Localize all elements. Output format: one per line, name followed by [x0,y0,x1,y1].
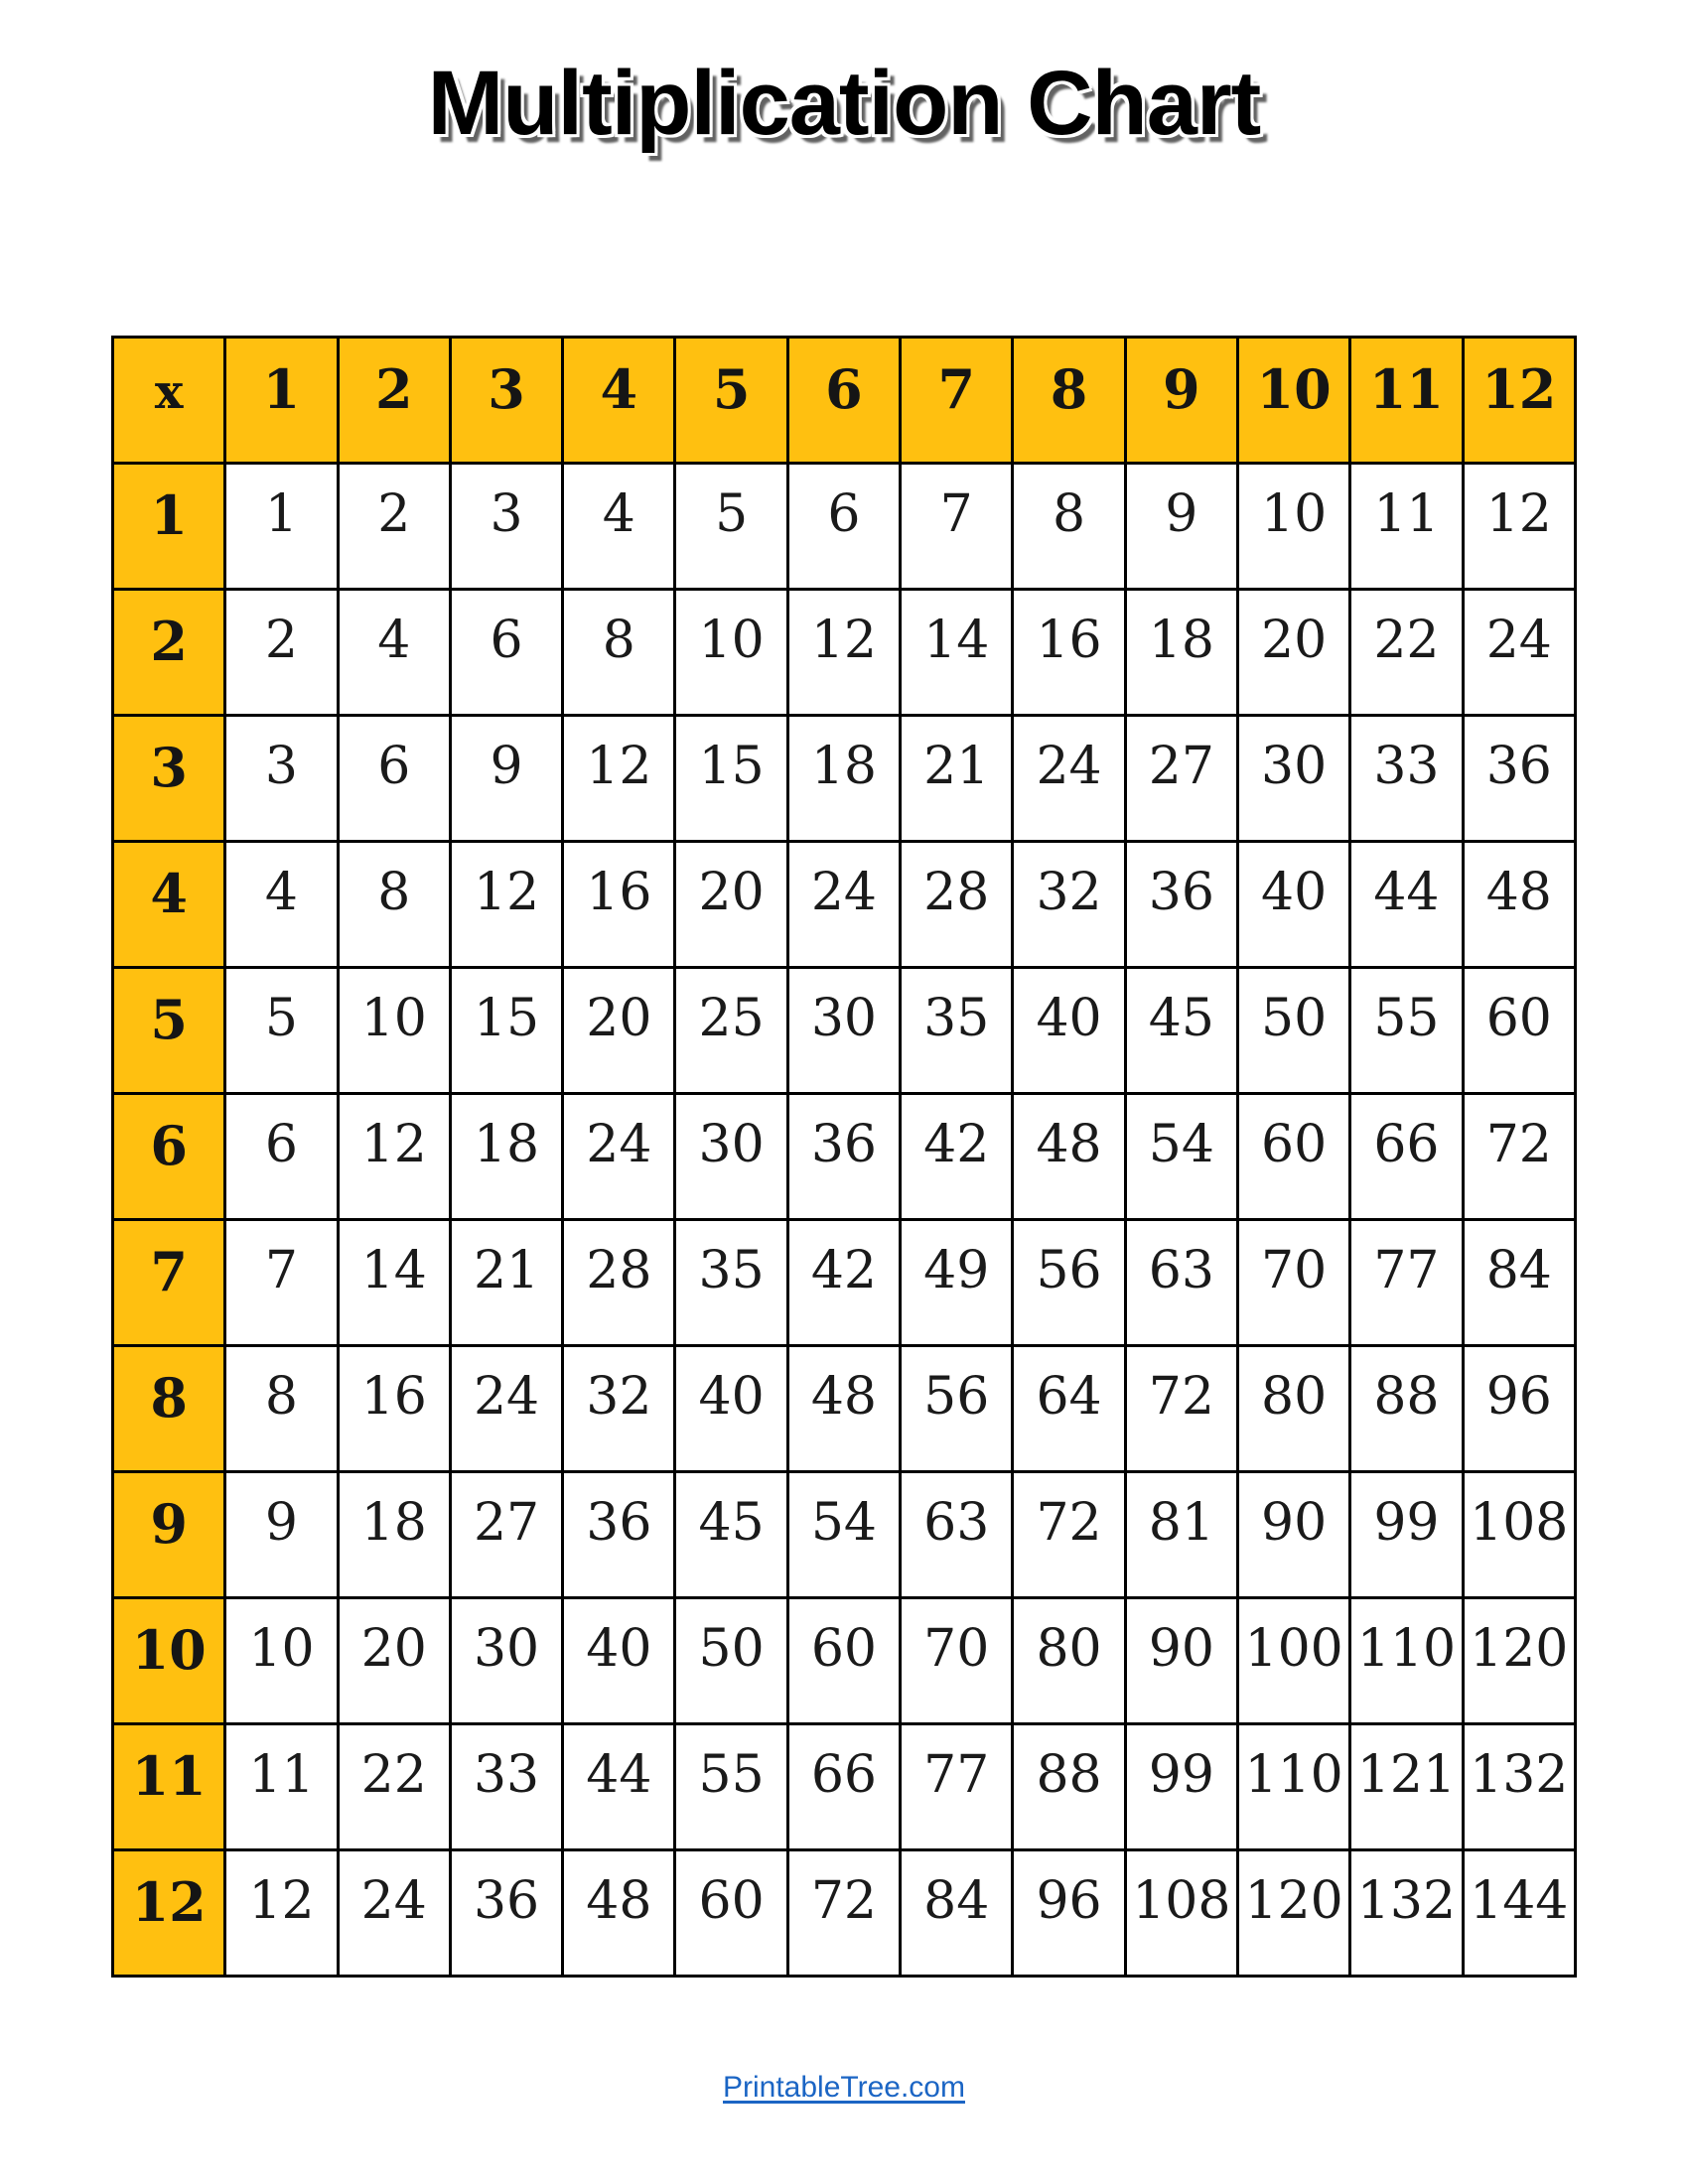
table-cell: 63 [1125,1220,1237,1346]
table-row [113,464,1576,590]
row-header-cell: 7 [113,1220,225,1346]
table-cell: 77 [1350,1220,1463,1346]
table-cell: 3 [225,716,338,842]
table-row [113,1094,1576,1220]
table-cell: 40 [1237,842,1349,968]
table-cell: 6 [338,716,450,842]
table-cell: 10 [1237,464,1349,590]
table-cell: 4 [338,590,450,716]
table-cell: 40 [675,1346,787,1472]
column-header-cell: 11 [1350,338,1463,464]
table-cell: 35 [675,1220,787,1346]
column-header-cell: 8 [1013,338,1125,464]
table-cell: 30 [787,968,900,1094]
table-cell: 16 [1013,590,1125,716]
table-cell: 100 [1237,1598,1349,1724]
column-header-cell: 2 [338,338,450,464]
table-cell: 18 [1125,590,1237,716]
column-header-cell: 1 [225,338,338,464]
table-cell: 8 [225,1346,338,1472]
row-header-cell: 10 [113,1598,225,1724]
table-cell: 6 [787,464,900,590]
table-cell: 110 [1350,1598,1463,1724]
table-cell: 14 [338,1220,450,1346]
table-cell: 60 [787,1598,900,1724]
table-cell: 35 [901,968,1013,1094]
table-cell: 80 [1237,1346,1349,1472]
table-cell: 66 [1350,1094,1463,1220]
table-cell: 36 [787,1094,900,1220]
table-cell: 40 [563,1598,675,1724]
table-cell: 63 [901,1472,1013,1598]
table-cell: 36 [450,1850,562,1977]
table-cell: 24 [450,1346,562,1472]
table-cell: 48 [563,1850,675,1977]
table-cell: 88 [1013,1724,1125,1850]
table-cell: 54 [787,1472,900,1598]
table-cell: 90 [1237,1472,1349,1598]
table-cell: 50 [675,1598,787,1724]
column-header-cell: 5 [675,338,787,464]
table-cell: 99 [1350,1472,1463,1598]
table-cell: 27 [450,1472,562,1598]
table-cell: 88 [1350,1346,1463,1472]
table-cell: 10 [675,590,787,716]
table-cell: 42 [901,1094,1013,1220]
table-cell: 44 [563,1724,675,1850]
table-cell: 42 [787,1220,900,1346]
table-cell: 84 [1463,1220,1575,1346]
table-cell: 18 [787,716,900,842]
table-cell: 8 [563,590,675,716]
table-cell: 81 [1125,1472,1237,1598]
table-cell: 7 [901,464,1013,590]
table-cell: 30 [450,1598,562,1724]
table-cell: 110 [1237,1724,1349,1850]
table-cell: 40 [1013,968,1125,1094]
table-cell: 6 [225,1094,338,1220]
table-cell: 20 [563,968,675,1094]
table-cell: 45 [675,1472,787,1598]
table-cell: 2 [338,464,450,590]
table-cell: 12 [787,590,900,716]
table-cell: 56 [1013,1220,1125,1346]
column-header-cell: 6 [787,338,900,464]
table-cell: 64 [1013,1346,1125,1472]
table-cell: 24 [1463,590,1575,716]
table-cell: 96 [1013,1850,1125,1977]
table-cell: 50 [1237,968,1349,1094]
table-cell: 15 [450,968,562,1094]
table-cell: 132 [1350,1850,1463,1977]
table-cell: 80 [1013,1598,1125,1724]
table-cell: 12 [338,1094,450,1220]
table-cell: 12 [1463,464,1575,590]
table-row [113,842,1576,968]
table-cell: 3 [450,464,562,590]
row-header-cell: 11 [113,1724,225,1850]
table-cell: 28 [563,1220,675,1346]
table-cell: 8 [1013,464,1125,590]
table-cell: 18 [450,1094,562,1220]
table-row [113,1724,1576,1850]
table-cell: 9 [450,716,562,842]
table-cell: 36 [563,1472,675,1598]
table-cell: 12 [563,716,675,842]
table-cell: 22 [1350,590,1463,716]
table-cell: 48 [1013,1094,1125,1220]
table-row [113,1220,1576,1346]
footer [0,2071,1688,2105]
table-cell: 30 [675,1094,787,1220]
table-cell: 10 [338,968,450,1094]
header-row [113,338,1576,464]
table-cell: 49 [901,1220,1013,1346]
table-cell: 9 [1125,464,1237,590]
table-row [113,1850,1576,1977]
table-cell: 4 [225,842,338,968]
table-cell: 33 [1350,716,1463,842]
row-header-cell: 1 [113,464,225,590]
table-cell: 70 [1237,1220,1349,1346]
table-cell: 48 [787,1346,900,1472]
table-cell: 12 [225,1850,338,1977]
column-header-cell: 3 [450,338,562,464]
table-cell: 11 [1350,464,1463,590]
table-cell: 44 [1350,842,1463,968]
column-header-cell: 4 [563,338,675,464]
table-cell: 72 [1463,1094,1575,1220]
table-cell: 20 [1237,590,1349,716]
table-cell: 12 [450,842,562,968]
row-header-cell: 6 [113,1094,225,1220]
table-cell: 77 [901,1724,1013,1850]
table-cell: 16 [338,1346,450,1472]
table-cell: 21 [901,716,1013,842]
table-row [113,968,1576,1094]
table-cell: 55 [1350,968,1463,1094]
row-header-cell: 3 [113,716,225,842]
table-cell: 96 [1463,1346,1575,1472]
table-cell: 20 [338,1598,450,1724]
table-cell: 6 [450,590,562,716]
table-cell: 144 [1463,1850,1575,1977]
column-header-cell: 9 [1125,338,1237,464]
table-row [113,1472,1576,1598]
row-header-cell: 4 [113,842,225,968]
table-cell: 8 [338,842,450,968]
table-cell: 70 [901,1598,1013,1724]
column-header-cell: 10 [1237,338,1349,464]
table-cell: 84 [901,1850,1013,1977]
page-title: Multiplication Chart [427,53,1261,154]
multiplication-table [111,336,1577,1978]
table-row [113,1598,1576,1724]
table-cell: 24 [338,1850,450,1977]
table-cell: 99 [1125,1724,1237,1850]
table-cell: 5 [675,464,787,590]
column-header-cell: 7 [901,338,1013,464]
corner-cell: x [113,338,225,464]
table-cell: 36 [1463,716,1575,842]
table-cell: 90 [1125,1598,1237,1724]
table-cell: 54 [1125,1094,1237,1220]
table-cell: 4 [563,464,675,590]
table-cell: 16 [563,842,675,968]
row-header-cell: 5 [113,968,225,1094]
table-cell: 7 [225,1220,338,1346]
table-cell: 108 [1125,1850,1237,1977]
table-cell: 120 [1237,1850,1349,1977]
table-cell: 21 [450,1220,562,1346]
table-cell: 45 [1125,968,1237,1094]
table-cell: 20 [675,842,787,968]
table-cell: 72 [787,1850,900,1977]
table-cell: 5 [225,968,338,1094]
table-cell: 72 [1125,1346,1237,1472]
row-header-cell: 8 [113,1346,225,1472]
table-cell: 48 [1463,842,1575,968]
table-cell: 9 [225,1472,338,1598]
table-row [113,716,1576,842]
printabletree-link[interactable]: PrintableTree.com [723,2071,965,2104]
table-cell: 27 [1125,716,1237,842]
table-cell: 1 [225,464,338,590]
table-cell: 32 [1013,842,1125,968]
table-cell: 120 [1463,1598,1575,1724]
table-cell: 18 [338,1472,450,1598]
table-cell: 28 [901,842,1013,968]
table-row [113,1346,1576,1472]
table-row [113,590,1576,716]
table-cell: 10 [225,1598,338,1724]
table-cell: 72 [1013,1472,1125,1598]
table-cell: 66 [787,1724,900,1850]
table-cell: 30 [1237,716,1349,842]
table-cell: 25 [675,968,787,1094]
table-cell: 121 [1350,1724,1463,1850]
row-header-cell: 2 [113,590,225,716]
table-cell: 11 [225,1724,338,1850]
table-cell: 14 [901,590,1013,716]
table-cell: 60 [675,1850,787,1977]
table-cell: 60 [1463,968,1575,1094]
table-cell: 55 [675,1724,787,1850]
row-header-cell: 12 [113,1850,225,1977]
table-cell: 108 [1463,1472,1575,1598]
table-cell: 132 [1463,1724,1575,1850]
table-cell: 60 [1237,1094,1349,1220]
table-cell: 36 [1125,842,1237,968]
table-cell: 24 [563,1094,675,1220]
column-header-cell: 12 [1463,338,1575,464]
table-cell: 32 [563,1346,675,1472]
table-cell: 24 [1013,716,1125,842]
table-cell: 22 [338,1724,450,1850]
table-cell: 33 [450,1724,562,1850]
table-cell: 56 [901,1346,1013,1472]
row-header-cell: 9 [113,1472,225,1598]
table-cell: 24 [787,842,900,968]
table-cell: 2 [225,590,338,716]
table-cell: 15 [675,716,787,842]
